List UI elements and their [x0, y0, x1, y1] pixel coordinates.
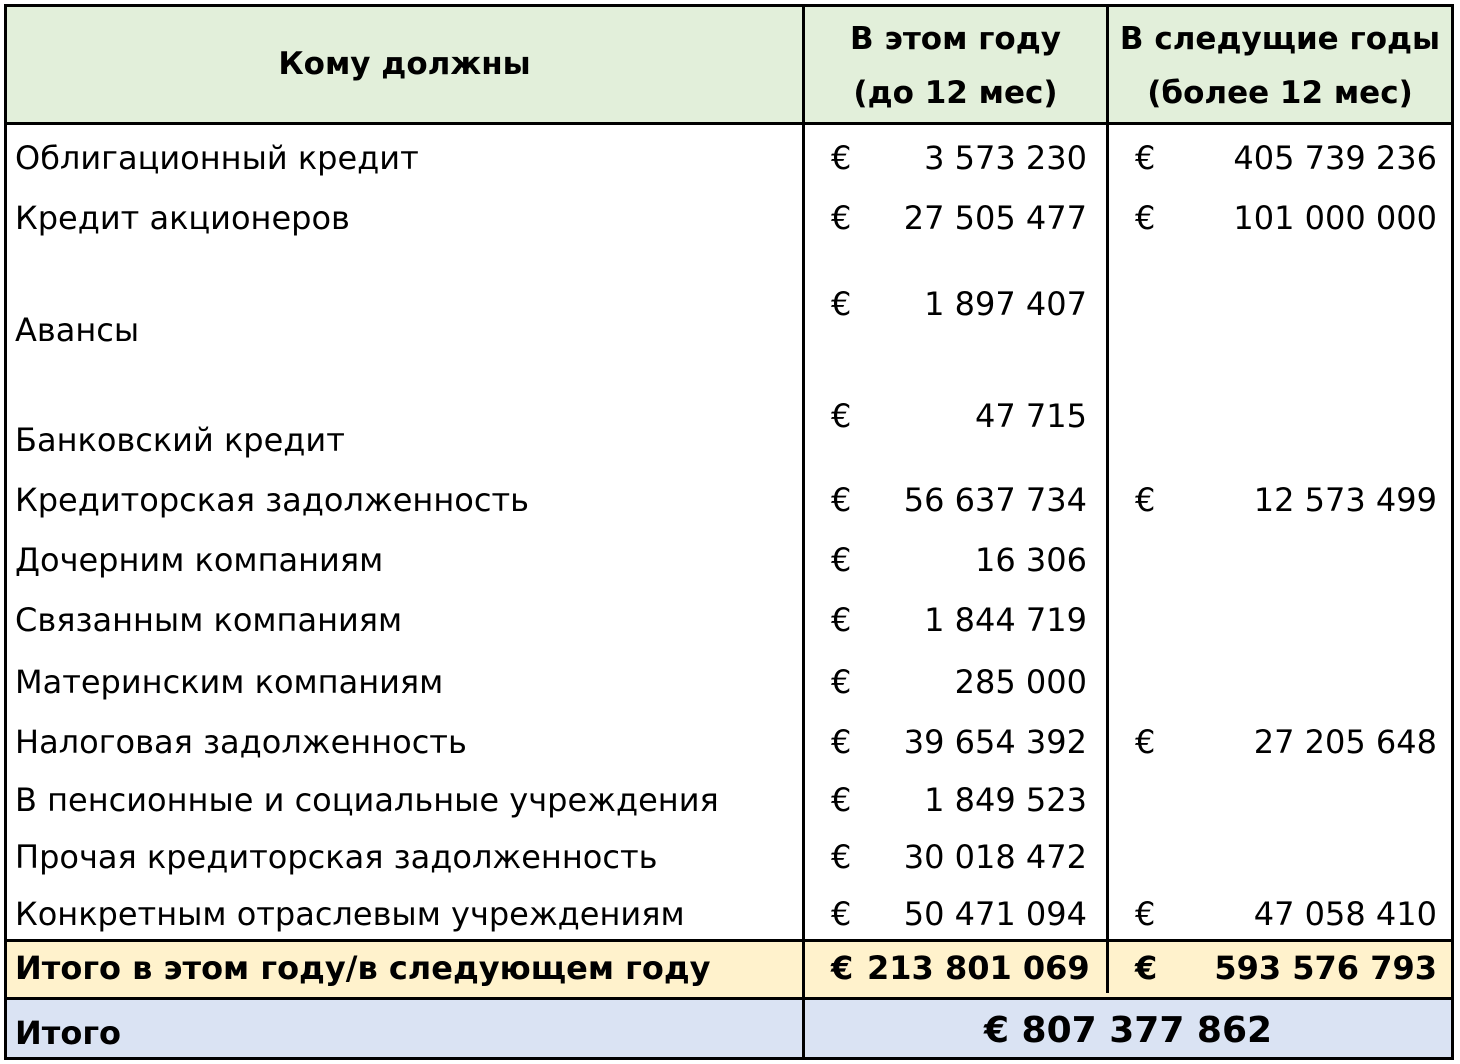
row-this-year-currency: € — [831, 285, 852, 323]
row-this-year-value: 1 897 407 — [924, 285, 1087, 323]
row-label: Дочерним компаниям — [15, 541, 384, 579]
header-next-years-line1: В следущие годы — [1119, 21, 1441, 57]
row-label: Кредиторская задолженность — [15, 481, 529, 519]
row-label: Кредит акционеров — [15, 199, 350, 237]
subtotal-this-year-currency: € — [831, 949, 854, 987]
column-divider-2 — [1106, 7, 1109, 993]
row-this-year-currency: € — [831, 397, 852, 435]
row-this-year-value: 39 654 392 — [903, 723, 1087, 761]
subtotal-label: Итого в этом году/в следующем году — [15, 949, 711, 987]
column-divider-1 — [802, 7, 805, 1057]
row-this-year-value: 30 018 472 — [903, 838, 1087, 876]
row-next-years-value: 12 573 499 — [1253, 481, 1437, 519]
row-this-year-value: 56 637 734 — [903, 481, 1087, 519]
row-next-years-currency: € — [1135, 199, 1156, 237]
row-this-year-currency: € — [831, 481, 852, 519]
row-label: Банковский кредит — [15, 421, 345, 459]
row-label: Связанным компаниям — [15, 601, 403, 639]
row-this-year-value: 47 715 — [975, 397, 1087, 435]
row-this-year-value: 285 000 — [954, 663, 1087, 701]
subtotal-next-years-value: 593 576 793 — [1214, 949, 1437, 987]
row-this-year-value: 1 849 523 — [924, 781, 1087, 819]
debt-table — [4, 4, 1454, 1060]
header-creditor: Кому должны — [278, 46, 531, 82]
subtotal-this-year-value: 213 801 069 — [867, 949, 1090, 987]
row-label: Авансы — [15, 311, 140, 349]
row-label: Прочая кредиторская задолженность — [15, 838, 658, 876]
row-next-years-currency: € — [1135, 723, 1156, 761]
row-label: В пенсионные и социальные учреждения — [15, 781, 719, 819]
subtotal-next-years-currency: € — [1135, 949, 1158, 987]
row-this-year-currency: € — [831, 139, 852, 177]
row-this-year-value: 27 505 477 — [903, 199, 1087, 237]
row-this-year-currency: € — [831, 199, 852, 237]
row-this-year-currency: € — [831, 781, 852, 819]
row-next-years-value: 27 205 648 — [1253, 723, 1437, 761]
header-this-year-line2: (до 12 мес) — [853, 75, 1058, 111]
row-this-year-currency: € — [831, 541, 852, 579]
row-this-year-value: 16 306 — [975, 541, 1087, 579]
row-label: Материнским компаниям — [15, 663, 444, 701]
total-top-divider — [7, 997, 1451, 1000]
row-this-year-currency: € — [831, 663, 852, 701]
row-next-years-currency: € — [1135, 481, 1156, 519]
row-this-year-currency: € — [831, 601, 852, 639]
row-this-year-currency: € — [831, 723, 852, 761]
row-this-year-value: 3 573 230 — [924, 139, 1087, 177]
row-this-year-value: 1 844 719 — [924, 601, 1087, 639]
row-next-years-value: 405 739 236 — [1233, 139, 1437, 177]
row-next-years-value: 101 000 000 — [1233, 199, 1437, 237]
total-value: € 807 377 862 — [983, 1010, 1273, 1051]
row-this-year-currency: € — [831, 838, 852, 876]
row-this-year-currency: € — [831, 895, 852, 933]
row-label: Облигационный кредит — [15, 139, 419, 177]
row-label: Конкретным отраслевым учреждениям — [15, 895, 685, 933]
total-label: Итого — [15, 1014, 122, 1052]
row-next-years-currency: € — [1135, 895, 1156, 933]
subtotal-top-divider — [7, 939, 1451, 942]
header-next-years-line2: (более 12 мес) — [1147, 75, 1413, 111]
row-label: Налоговая задолженность — [15, 723, 467, 761]
header-this-year-line1: В этом году — [850, 21, 1061, 57]
row-next-years-currency: € — [1135, 139, 1156, 177]
row-next-years-value: 47 058 410 — [1253, 895, 1437, 933]
header-divider — [7, 122, 1451, 125]
row-this-year-value: 50 471 094 — [903, 895, 1087, 933]
